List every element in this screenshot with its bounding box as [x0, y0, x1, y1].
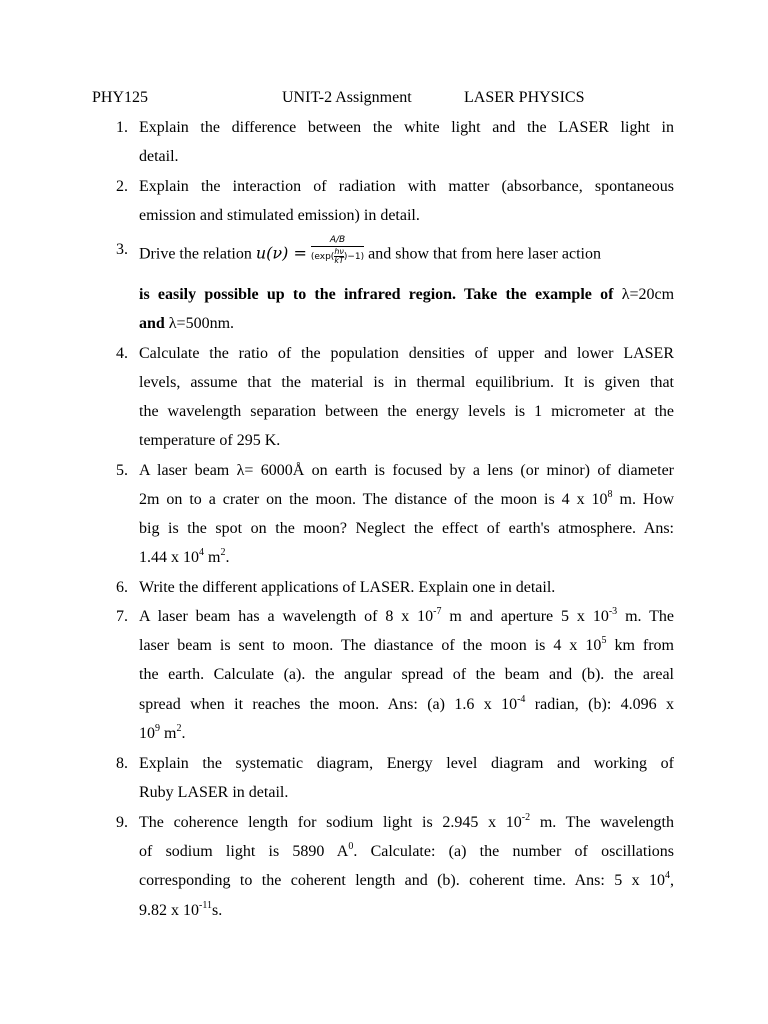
question-text: A laser beam λ= 6000Å on earth is focused by a lens (or minor) of diameter — [139, 462, 674, 479]
question-text: detail. — [139, 148, 179, 165]
question-text: laser beam is sent to moon. The diastance of the moon is 4 x $10^5$ km from — [139, 634, 675, 654]
question-text: Explain the interaction of radiation with matter (absorbance, spontaneous — [139, 178, 674, 195]
question-text: corresponding to the coherent length and (b). coherent time. Ans: 5 x $10^4$, — [139, 869, 674, 889]
question-text: the wavelength separation between the energy levels is 1 micrometer at the — [139, 403, 674, 420]
question-text: 1.44 x $10^4$ $m^2$. — [139, 546, 230, 566]
question-text: is easily possible up to the infrared region. Take the example of λ=20cm — [139, 286, 675, 303]
question-text: Ruby LASER in detail. — [139, 784, 289, 801]
question-text: Write the different applications of LASER. Explain one in detail. — [139, 579, 556, 596]
topic-title: LASER PHYSICS — [464, 89, 585, 106]
question-text: The coherence length for sodium light is 2.945 x $10^{-2}$ m. The wavelength — [139, 811, 675, 831]
question-text — [139, 235, 674, 270]
question-number: 8. — [116, 755, 128, 772]
question-number: 2. — [116, 178, 128, 195]
question-text: levels, assume that the material is in thermal equilibrium. It is given that — [139, 374, 674, 391]
question-text: emission and stimulated emission) in detail. — [139, 207, 420, 224]
question-text: 2m on to a crater on the moon. The distance of the moon is 4 x $10^8$ m. How — [139, 488, 674, 508]
question-number: 6. — [116, 579, 128, 596]
formula-lhs: u(ν) = — [255, 243, 307, 263]
question-number: 3. — [116, 241, 128, 258]
question-number: 4. — [116, 345, 128, 362]
formula-denominator: (exp( $\frac{h\nu}{kT})-1$) — [310, 247, 365, 265]
question-number: 1. — [116, 119, 128, 136]
course-code: PHY125 — [92, 89, 149, 106]
planck-formula — [311, 235, 364, 265]
formula-numerator: A/B — [311, 235, 364, 247]
question-text-pre: Drive the relation — [139, 245, 252, 263]
question-number: 5. — [116, 462, 128, 479]
question-text: spread when it reaches the moon. Ans: (a) 1.6 x $10^{-4}$ radian, (b): 4.096 x — [139, 693, 675, 713]
question-text: A laser beam has a wavelength of 8 x $10^{-7}$ m and aperture 5 x $10^{-3}$ m. The — [139, 605, 675, 625]
question-text: temperature of 295 K. — [139, 432, 281, 449]
question-text: Explain the difference between the white light and the LASER light in — [139, 119, 674, 136]
question-text: Calculate the ratio of the population densities of upper and lower LASER — [139, 345, 674, 362]
question-text: of sodium light is 5890 $A^0$. Calculate: (a) the number of oscillations — [139, 840, 675, 860]
question-text-post: and show that from here laser action — [368, 245, 601, 263]
question-text: big is the spot on the moon? Neglect the effect of earth's atmosphere. Ans: — [139, 520, 674, 537]
question-text: 9.82 x $10^{-11}s$. — [139, 899, 223, 919]
unit-title: UNIT-2 Assignment — [282, 89, 412, 106]
question-text: the earth. Calculate (a). the angular spread of the beam and (b). the areal — [139, 666, 674, 683]
question-number: 7. — [116, 608, 128, 625]
question-text: Explain the systematic diagram, Energy level diagram and working of — [139, 755, 674, 772]
question-text: $10^9$ $m^2$. — [139, 722, 186, 742]
question-number: 9. — [116, 814, 128, 831]
question-text: and λ=500nm. — [139, 315, 235, 332]
